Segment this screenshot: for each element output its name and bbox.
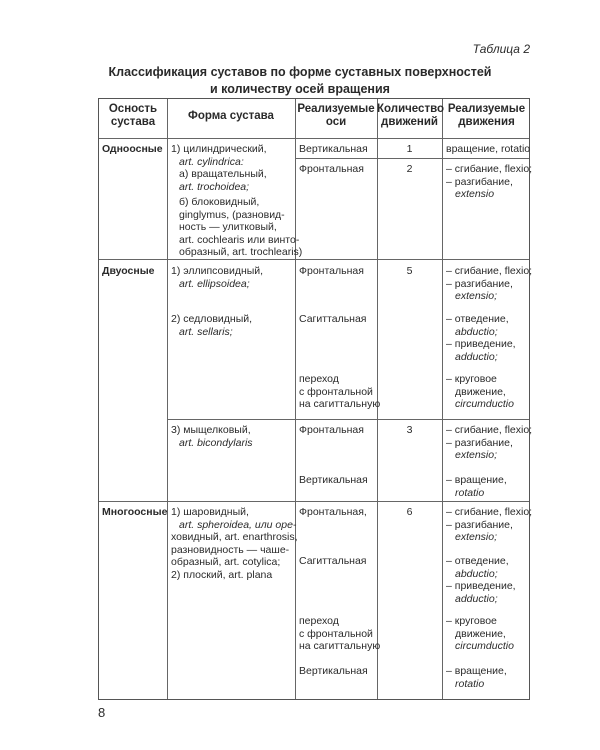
multiaxial-count: 6	[406, 506, 413, 518]
multiaxial-label: Многоосные	[102, 506, 168, 518]
multiaxial-moves-circumduction: – круговое движение, circumductio	[446, 615, 514, 652]
biaxial-count-2: 3	[406, 424, 413, 436]
multiaxial-axis-frontal: Фронтальная,	[299, 506, 367, 518]
multiaxial-axis-sagittal: Сагиттальная	[299, 555, 367, 567]
multiaxial-moves-abduction: – отведение, abductio; – приведение, adductio;	[446, 555, 516, 605]
multiaxial-axis-vertical: Вертикальная	[299, 665, 368, 677]
uniaxial-axis-frontal: Фронтальная	[299, 163, 364, 175]
biaxial-form-condylar: 3) мыщелковый, art. bicondylaris	[171, 424, 253, 449]
row-divider	[99, 259, 529, 260]
multiaxial-form: 1) шаровидный, art. spheroidea, или оре- ховидный, art. enarthrosis, разновидность — чаше- образный, art. cotylica; 2) плоский, art. plana	[171, 506, 298, 581]
table-label: Таблица 2	[472, 42, 530, 56]
uniaxial-count-1: 1	[406, 143, 413, 155]
header-axes: Реализуемые оси	[297, 103, 375, 128]
biaxial-moves-rotation: – вращение, rotatio	[446, 474, 507, 499]
biaxial-axis-vertical: Вертикальная	[299, 474, 368, 486]
title-line-1: Классификация суставов по форме суставных поверхностей	[108, 65, 492, 79]
uniaxial-moves-rotation: вращение, rotatio	[446, 143, 531, 155]
uniaxial-count-2: 2	[406, 163, 413, 175]
uniaxial-axis-vertical: Вертикальная	[299, 143, 368, 155]
col-divider	[167, 99, 168, 699]
biaxial-moves-circumduction: – круговое движение, circumductio	[446, 373, 514, 410]
header-form: Форма сустава	[188, 110, 274, 122]
header-divider	[99, 138, 529, 139]
joint-classification-table	[98, 98, 533, 700]
biaxial-moves-abduction: – отведение, abductio; – приведение, adductio;	[446, 313, 516, 363]
col-divider	[442, 99, 443, 699]
uniaxial-form: 1) цилиндрический, art. cylindrica: а) вращательный, art. trochoidea; б) блоковидный, ginglymus, (разновид- ность — улитковый, art. cochlearis или винто- образный, art. trochlearis)	[171, 143, 303, 258]
multiaxial-axis-transition: переход с фронтальной на сагиттальную	[299, 615, 381, 652]
uniaxial-moves-flexion: – сгибание, flexio; – разгибание, extensio	[446, 163, 533, 200]
row-divider	[99, 501, 529, 502]
biaxial-axis-transition: переход с фронтальной на сагиттальную	[299, 373, 381, 410]
biaxial-form-saddle: 2) седловидный, art. sellaris;	[171, 313, 253, 338]
biaxial-form-ellipsoid: 1) эллипсовидный, art. ellipsoidea;	[171, 265, 264, 290]
biaxial-axis-frontal-2: Фронтальная	[299, 424, 364, 436]
cell-divider	[295, 158, 529, 159]
header-count: Количество движений	[377, 103, 445, 128]
row-divider	[167, 419, 529, 420]
page-number: 8	[98, 705, 106, 720]
biaxial-moves-flexion-2: – сгибание, flexio; – разгибание, extensio;	[446, 424, 533, 461]
table-title	[100, 64, 500, 98]
uniaxial-label: Одноосные	[102, 143, 163, 155]
multiaxial-moves-rotation: – вращение, rotatio	[446, 665, 507, 690]
biaxial-count-1: 5	[406, 265, 413, 277]
title-line-2: и количеству осей вращения	[210, 82, 390, 96]
biaxial-moves-flexion: – сгибание, flexio; – разгибание, extensio;	[446, 265, 533, 302]
biaxial-label: Двуосные	[102, 265, 155, 277]
header-axis: Осность сустава	[108, 103, 158, 128]
biaxial-axis-sagittal: Сагиттальная	[299, 313, 367, 325]
biaxial-axis-frontal: Фронтальная	[299, 265, 364, 277]
header-moves: Реализуемые движения	[447, 103, 526, 128]
multiaxial-moves-flexion: – сгибание, flexio; – разгибание, extensio;	[446, 506, 533, 543]
